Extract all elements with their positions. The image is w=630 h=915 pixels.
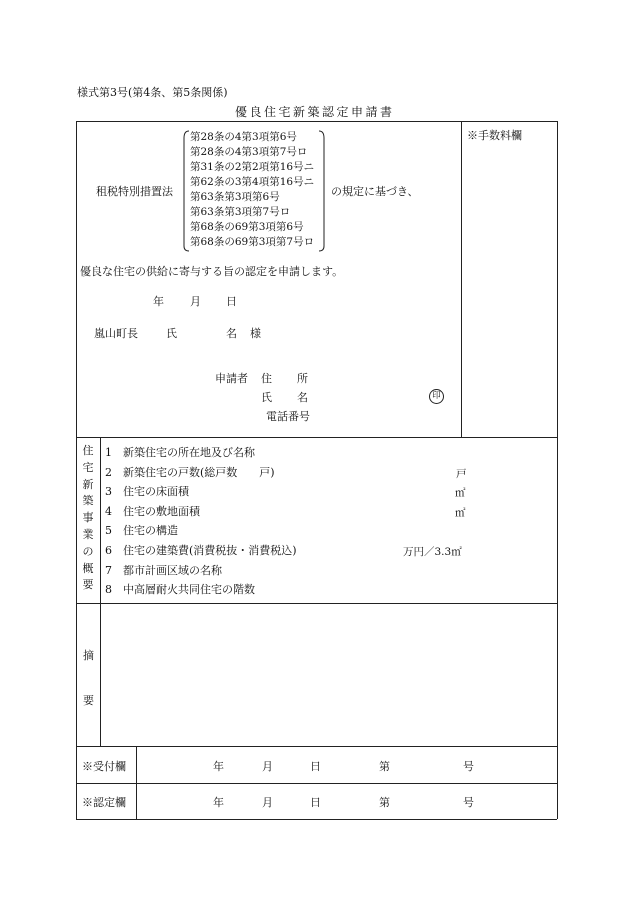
overview-item-floor-area[interactable]: 3 住宅の床面積 xyxy=(105,485,189,499)
applicant-address-label-2: 所 xyxy=(297,372,308,385)
law-clause: 第31条の2第2項第16号ニ xyxy=(190,161,315,173)
overview-item-location[interactable]: 1 新築住宅の所在地及び名称 xyxy=(105,446,255,459)
addressee-honorific: 様 xyxy=(250,327,261,340)
approval-number-suffix[interactable]: 号 xyxy=(463,796,474,809)
right-brace-icon xyxy=(318,130,326,252)
request-sentence: 優良な住宅の供給に寄与する旨の認定を申請します。 xyxy=(80,265,344,278)
seal-icon: 印 xyxy=(429,389,444,404)
approval-label: ※認定欄 xyxy=(82,796,126,809)
page-title: 優良住宅新築認定申請書 xyxy=(235,105,395,119)
receipt-number-suffix[interactable]: 号 xyxy=(463,760,474,773)
receipt-number-prefix: 第 xyxy=(379,760,390,773)
applicant-name-label: 氏 xyxy=(261,391,272,404)
applicant-name-label-2: 名 xyxy=(297,391,308,404)
law-clause: 第68条の69第3項第6号 xyxy=(190,221,304,233)
overview-item-structure[interactable]: 5 住宅の構造 xyxy=(105,524,178,538)
law-clause: 第68条の69第3項第7号ロ xyxy=(190,236,315,248)
approval-day[interactable]: 日 xyxy=(310,796,321,809)
approval-year[interactable]: 年 xyxy=(213,796,224,809)
law-clause-list xyxy=(190,130,314,250)
law-suffix: の規定に基づき、 xyxy=(331,185,419,198)
date-day-field[interactable]: 日 xyxy=(226,295,237,308)
overview-item-units[interactable]: 2 新築住宅の戸数(総戸数 戸) xyxy=(105,465,275,479)
receipt-year[interactable]: 年 xyxy=(213,760,224,773)
receipt-month[interactable]: 月 xyxy=(262,760,273,773)
date-month-field[interactable]: 月 xyxy=(190,295,201,308)
applicant-address-label: 住 xyxy=(261,372,272,385)
overview-item-site-area[interactable]: 4 住宅の敷地面積 xyxy=(105,504,200,518)
addressee-name-mei: 名 xyxy=(226,327,237,340)
law-name: 租税特別措置法 xyxy=(96,185,173,198)
unit-sqm: ㎡ xyxy=(455,507,466,519)
remarks-label: 摘 xyxy=(83,649,94,662)
law-clause: 第28条の4第3項第7号ロ xyxy=(190,146,308,158)
receipt-label: ※受付欄 xyxy=(82,760,126,773)
addressee-name-shi: 氏 xyxy=(166,327,177,340)
fee-column-label: ※手数料欄 xyxy=(467,129,522,142)
law-clause: 第62条の3第4項第16号ニ xyxy=(190,176,315,188)
addressee-mayor: 嵐山町長 xyxy=(94,327,138,340)
date-year-field[interactable]: 年 xyxy=(153,295,164,308)
applicant-label: 申請者 xyxy=(215,372,248,385)
applicant-phone-label: 電話番号 xyxy=(266,410,310,423)
law-clause: 第63条第3項第7号ロ xyxy=(190,206,291,218)
law-clause: 第63条第3項第6号 xyxy=(190,191,280,203)
unit-households: 戸 xyxy=(456,468,467,480)
overview-item-cost[interactable]: 6 住宅の建築費(消費税抜・消費税込) xyxy=(105,544,297,557)
overview-item-planning-zone[interactable]: 7 都市計画区域の名称 xyxy=(105,563,222,577)
overview-section-label: 住 宅 新 築 事 業 の 概 要 xyxy=(82,444,94,592)
law-clause: 第28条の4第3項第6号 xyxy=(190,131,297,143)
receipt-day[interactable]: 日 xyxy=(310,760,321,773)
left-brace-icon xyxy=(182,130,190,252)
unit-sqm: ㎡ xyxy=(455,487,466,499)
unit-cost: 万円／3.3㎡ xyxy=(403,546,462,558)
approval-number-prefix: 第 xyxy=(379,796,390,809)
remarks-field[interactable] xyxy=(101,604,556,745)
remarks-label-2: 要 xyxy=(83,694,94,707)
overview-item-floors[interactable]: 8 中高層耐火共同住宅の階数 xyxy=(105,583,255,597)
form-number-label: 様式第3号(第4条、第5条関係) xyxy=(77,86,228,99)
approval-month[interactable]: 月 xyxy=(262,796,273,809)
